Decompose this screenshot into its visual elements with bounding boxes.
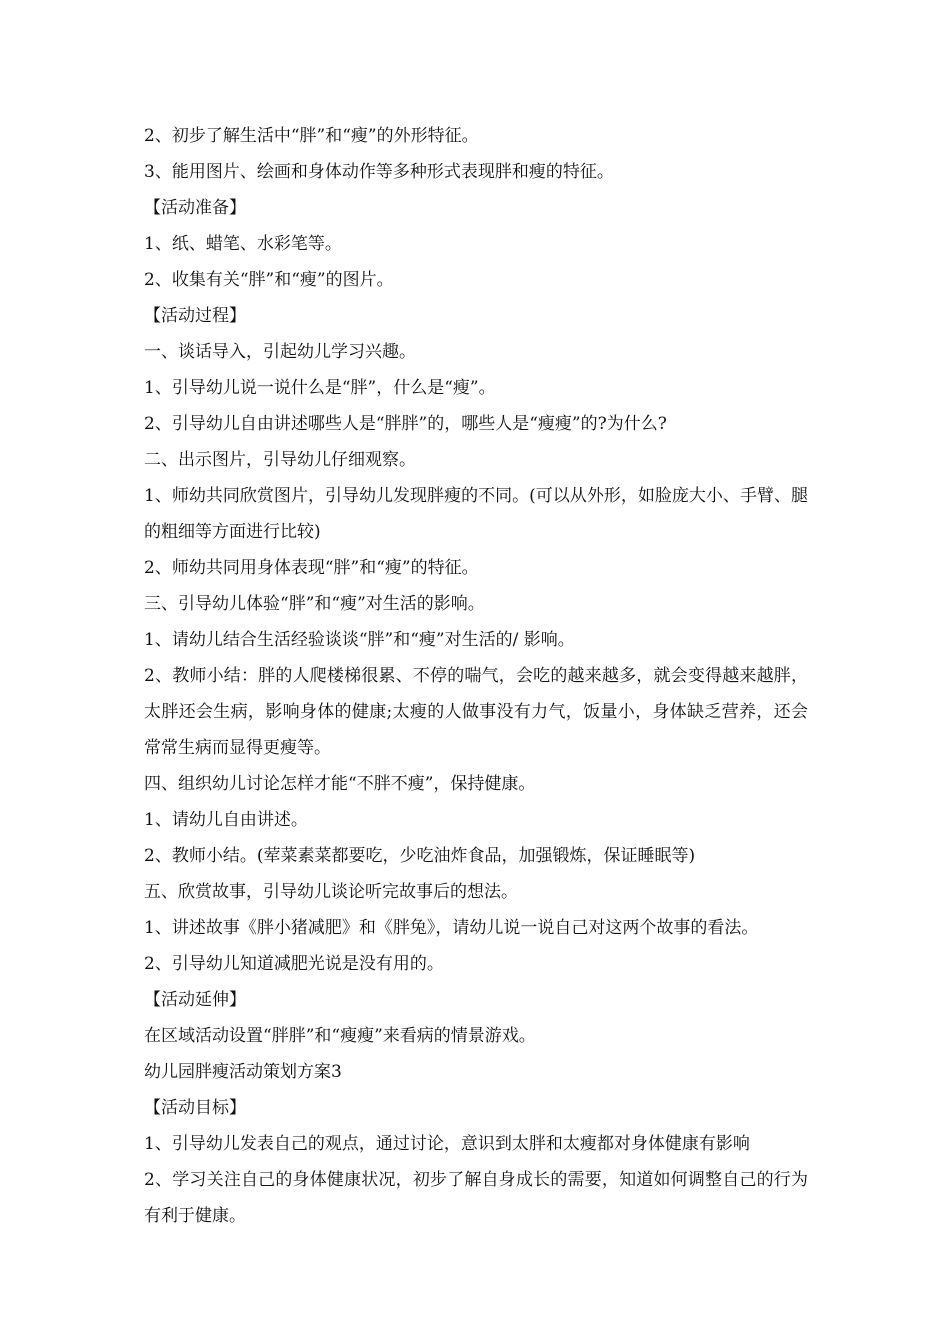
list-item: 2、学习关注自己的身体健康状况，初步了解自身成长的需要，知道如何调整自己的行为有利于健康。	[144, 1170, 808, 1226]
section-heading: 【活动准备】	[144, 198, 246, 218]
list-item: 1、纸、蜡笔、水彩笔等。	[144, 234, 342, 254]
document-body	[144, 118, 808, 1234]
section-heading: 【活动目标】	[144, 1098, 246, 1118]
list-item: 1、引导幼儿说一说什么是“胖”，什么是“瘦”。	[144, 378, 496, 398]
list-item: 2、收集有关“胖”和“瘦”的图片。	[144, 270, 394, 290]
list-item: 1、引导幼儿发表自己的观点，通过讨论，意识到太胖和太瘦都对身体健康有影响	[144, 1134, 750, 1154]
list-item: 1、讲述故事《胖小猪减肥》和《胖兔》，请幼儿说一说自己对这两个故事的看法。	[144, 918, 759, 938]
section-heading: 【活动延伸】	[144, 990, 246, 1010]
section-heading: 【活动过程】	[144, 306, 246, 326]
list-item: 2、教师小结：胖的人爬楼梯很累、不停的喘气，会吃的越来越多，就会变得越来越胖，太胖还会生病，影响身体的健康;太瘦的人做事没有力气，饭量小，身体缺乏营养，还会常常生病而显得更瘦等。	[144, 666, 808, 758]
list-item: 2、师幼共同用身体表现“胖”和“瘦”的特征。	[144, 558, 479, 578]
step-heading: 三、引导幼儿体验“胖”和“瘦”对生活的影响。	[144, 594, 485, 614]
list-item: 2、初步了解生活中“胖”和“瘦”的外形特征。	[144, 126, 479, 146]
step-heading: 四、组织幼儿讨论怎样才能“不胖不瘦”，保持健康。	[144, 774, 536, 794]
step-heading: 五、欣赏故事，引导幼儿谈论听完故事后的想法。	[144, 882, 518, 902]
step-heading: 一、谈话导入，引起幼儿学习兴趣。	[144, 342, 416, 362]
list-item: 2、引导幼儿知道减肥光说是没有用的。	[144, 954, 444, 974]
paragraph: 在区域活动设置“胖胖”和“瘦瘦”来看病的情景游戏。	[144, 1026, 536, 1046]
list-item: 3、能用图片、绘画和身体动作等多种形式表现胖和瘦的特征。	[144, 162, 614, 182]
list-item: 1、请幼儿结合生活经验谈谈“胖”和“瘦”对生活的/ 影响。	[144, 630, 575, 650]
list-item: 2、教师小结。(荤菜素菜都要吃，少吃油炸食品，加强锻炼，保证睡眠等)	[144, 846, 696, 866]
list-item: 2、引导幼儿自由讲述哪些人是“胖胖”的，哪些人是“瘦瘦”的?为什么?	[144, 414, 667, 434]
list-item: 1、请幼儿自由讲述。	[144, 810, 308, 830]
step-heading: 二、出示图片，引导幼儿仔细观察。	[144, 450, 416, 470]
document-title: 幼儿园胖瘦活动策划方案3	[144, 1062, 342, 1082]
list-item: 1、师幼共同欣赏图片，引导幼儿发现胖瘦的不同。(可以从外形，如脸庞大小、手臂、腿的粗细等方面进行比较)	[144, 486, 808, 542]
